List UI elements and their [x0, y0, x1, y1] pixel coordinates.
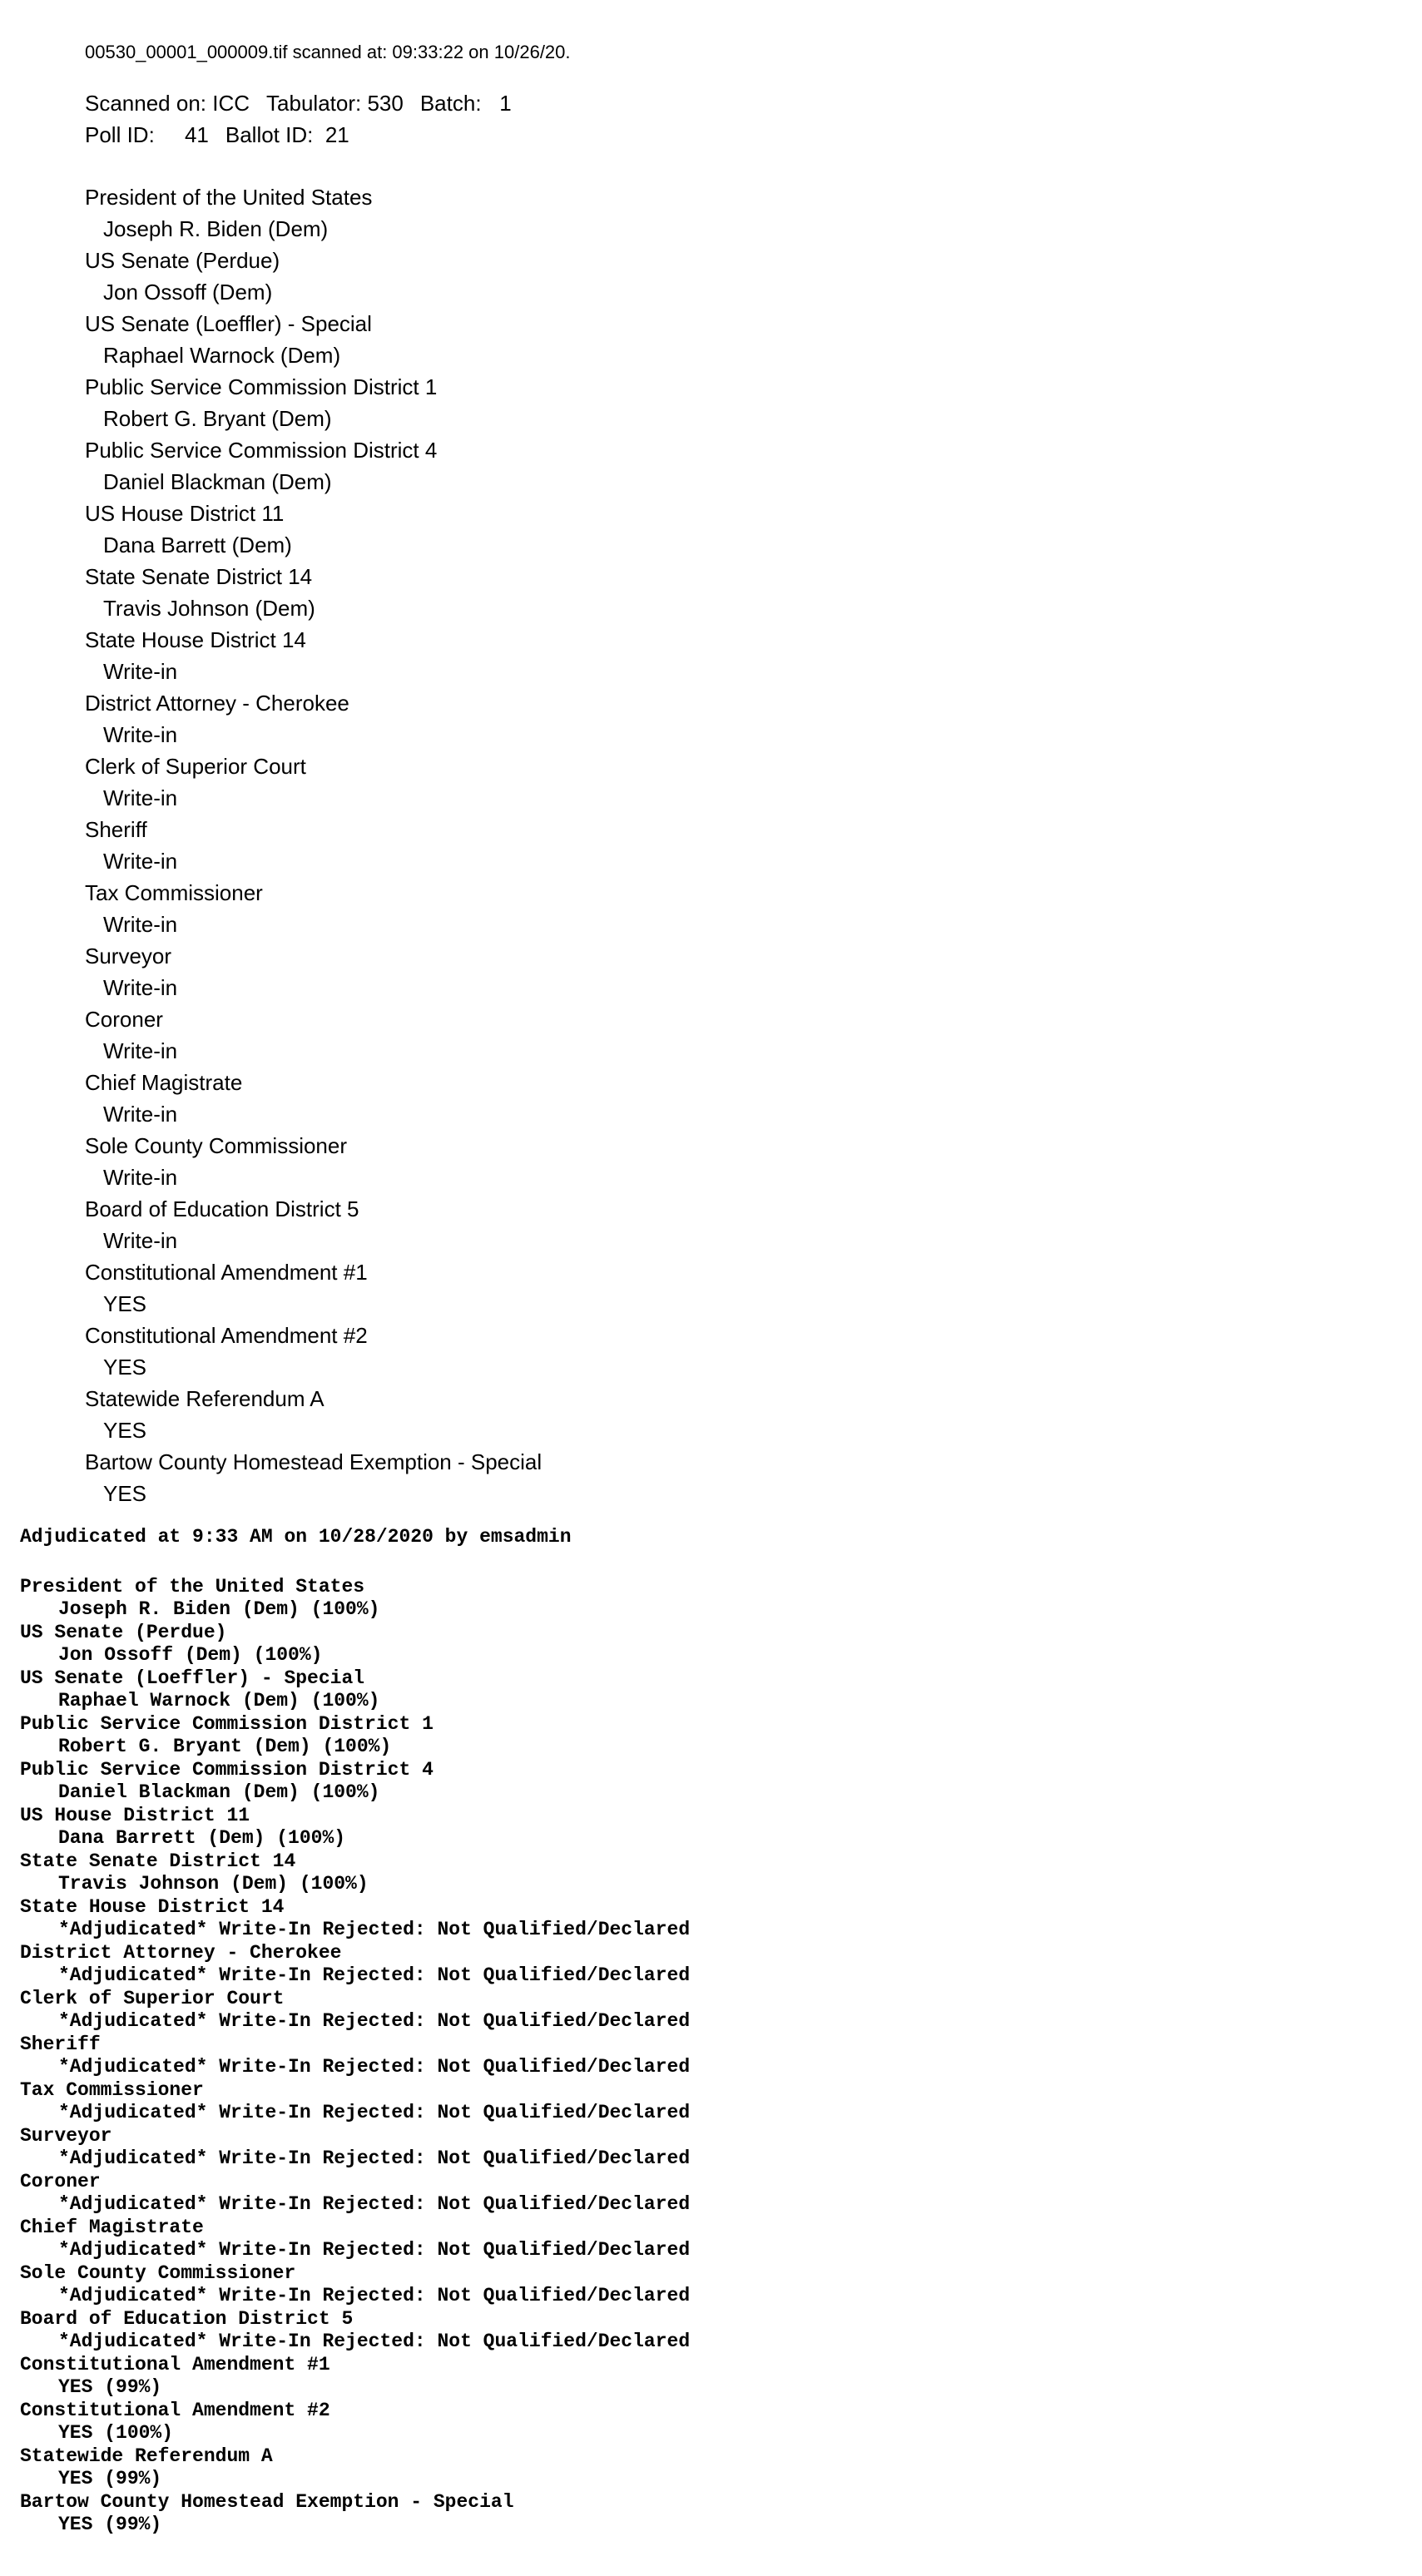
- spacer: [85, 71, 1333, 87]
- contest-name: Clerk of Superior Court: [20, 1987, 285, 2009]
- ballot-id-label: Ballot ID:: [225, 122, 314, 147]
- contest-choice: Write-in: [103, 1228, 178, 1253]
- batch-label: Batch:: [419, 91, 482, 116]
- contest-name: Clerk of Superior Court: [85, 754, 306, 779]
- contest-choice: YES (99%): [58, 2376, 162, 2398]
- contest-name: Statewide Referendum A: [20, 2445, 273, 2467]
- contest-choice: YES: [103, 1418, 147, 1443]
- contest-choice: Robert G. Bryant (Dem) (100%): [58, 1736, 392, 1757]
- contest-choice: Write-in: [103, 1038, 178, 1063]
- contest-name: US Senate (Perdue): [20, 1621, 227, 1643]
- scan-filename-line: 00530_00001_000009.tif scanned at: 09:33:22 on 10/26/20.: [85, 42, 571, 62]
- adjudication-record: [20, 1526, 1393, 2537]
- contest-name: Bartow County Homestead Exemption - Special: [20, 2490, 514, 2513]
- tabulator-value: 530: [367, 91, 404, 116]
- contest-name: State House District 14: [85, 627, 306, 652]
- contest-name: Tax Commissioner: [20, 2078, 204, 2101]
- contest-choice: Write-in: [103, 975, 178, 1000]
- contest-choice: *Adjudicated* Write-In Rejected: Not Qualified/Declared: [58, 2102, 691, 2123]
- contest-choice: Daniel Blackman (Dem): [103, 469, 332, 494]
- poll-id-field: [85, 119, 209, 151]
- contest-name: US House District 11: [85, 501, 285, 526]
- contest-choice: Write-in: [103, 849, 178, 874]
- contest-choice: *Adjudicated* Write-In Rejected: Not Qualified/Declared: [58, 1919, 691, 1940]
- contest-choice: YES: [103, 1481, 147, 1506]
- contest-choice: *Adjudicated* Write-In Rejected: Not Qualified/Declared: [58, 2239, 691, 2261]
- adjudication-header: Adjudicated at 9:33 AM on 10/28/2020 by emsadmin: [20, 1526, 572, 1548]
- ballot-id-field: [225, 119, 349, 151]
- contest-name: Sole County Commissioner: [85, 1133, 348, 1158]
- contest-name: Surveyor: [85, 944, 172, 968]
- spacer: [85, 151, 1333, 181]
- poll-id-label: Poll ID:: [85, 122, 155, 147]
- scan-record: [85, 33, 1333, 1509]
- contest-choice: *Adjudicated* Write-In Rejected: Not Qualified/Declared: [58, 2331, 691, 2352]
- contest-name: State Senate District 14: [20, 1850, 296, 1872]
- scan-meta-row-2: [85, 119, 1333, 151]
- contest-choice: YES: [103, 1355, 147, 1380]
- contest-choice: Jon Ossoff (Dem) (100%): [58, 1644, 323, 1666]
- contest-choice: *Adjudicated* Write-In Rejected: Not Qualified/Declared: [58, 2285, 691, 2306]
- contest-name: Public Service Commission District 4: [20, 1758, 434, 1781]
- contest-name: Statewide Referendum A: [85, 1386, 325, 1411]
- contest-name: Public Service Commission District 1: [20, 1712, 434, 1735]
- contest-name: Public Service Commission District 4: [85, 438, 438, 463]
- contest-choice: *Adjudicated* Write-In Rejected: Not Qualified/Declared: [58, 2193, 691, 2215]
- contest-name: Board of Education District 5: [85, 1196, 359, 1221]
- contest-choice: YES: [103, 1291, 147, 1316]
- contest-name: US Senate (Loeffler) - Special: [85, 311, 372, 336]
- contest-choice: YES (99%): [58, 2468, 162, 2489]
- contest-choice: Write-in: [103, 659, 178, 684]
- contest-name: State House District 14: [20, 1895, 285, 1918]
- contest-name: President of the United States: [85, 185, 373, 210]
- scan-contest-list: [85, 181, 1333, 1509]
- contest-choice: YES (99%): [58, 2514, 162, 2535]
- contest-choice: *Adjudicated* Write-In Rejected: Not Qualified/Declared: [58, 2147, 691, 2169]
- contest-choice: Travis Johnson (Dem) (100%): [58, 1873, 369, 1895]
- contest-choice: *Adjudicated* Write-In Rejected: Not Qualified/Declared: [58, 1964, 691, 1986]
- contest-name: State Senate District 14: [85, 564, 313, 589]
- contest-name: Sheriff: [85, 817, 147, 842]
- contest-choice: Raphael Warnock (Dem) (100%): [58, 1690, 380, 1712]
- contest-choice: Write-in: [103, 912, 178, 937]
- spacer: [20, 1549, 1393, 1576]
- contest-name: Sole County Commissioner: [20, 2261, 296, 2284]
- contest-choice: Robert G. Bryant (Dem): [103, 406, 332, 431]
- contest-name: Constitutional Amendment #2: [85, 1323, 368, 1348]
- batch-value: 1: [499, 91, 512, 116]
- contest-choice: Write-in: [103, 785, 178, 810]
- contest-name: Chief Magistrate: [20, 2216, 204, 2238]
- scanned-on-field: [85, 87, 250, 119]
- contest-name: Coroner: [85, 1007, 163, 1032]
- adjudication-contest-list: [20, 1576, 1393, 2537]
- contest-name: Sheriff: [20, 2033, 101, 2055]
- contest-name: District Attorney - Cherokee: [20, 1941, 342, 1964]
- contest-name: President of the United States: [20, 1575, 365, 1598]
- contest-choice: Daniel Blackman (Dem) (100%): [58, 1781, 380, 1803]
- contest-name: Constitutional Amendment #1: [85, 1260, 368, 1285]
- contest-name: Public Service Commission District 1: [85, 374, 438, 399]
- tabulator-field: [266, 87, 404, 119]
- contest-choice: *Adjudicated* Write-In Rejected: Not Qualified/Declared: [58, 2056, 691, 2078]
- contest-choice: YES (100%): [58, 2422, 174, 2444]
- contest-choice: Write-in: [103, 722, 178, 747]
- poll-id-value: 41: [184, 122, 209, 147]
- contest-choice: Jon Ossoff (Dem): [103, 280, 273, 305]
- contest-name: US House District 11: [20, 1804, 250, 1826]
- contest-choice: Write-in: [103, 1165, 178, 1190]
- tabulator-label: Tabulator:: [266, 91, 362, 116]
- contest-name: Coroner: [20, 2170, 101, 2192]
- contest-name: District Attorney - Cherokee: [85, 691, 349, 716]
- contest-choice: Raphael Warnock (Dem): [103, 343, 341, 368]
- scanned-on-label: Scanned on:: [85, 91, 207, 116]
- scan-meta-row-1: [85, 87, 1333, 119]
- contest-choice: Dana Barrett (Dem): [103, 533, 292, 557]
- contest-name: US Senate (Perdue): [85, 248, 280, 273]
- contest-name: Bartow County Homestead Exemption - Special: [85, 1449, 543, 1474]
- contest-name: US Senate (Loeffler) - Special: [20, 1667, 365, 1689]
- ballot-id-value: 21: [325, 122, 349, 147]
- contest-name: Constitutional Amendment #1: [20, 2353, 330, 2375]
- contest-choice: Dana Barrett (Dem) (100%): [58, 1827, 346, 1849]
- contest-choice: *Adjudicated* Write-In Rejected: Not Qualified/Declared: [58, 2010, 691, 2032]
- contest-name: Chief Magistrate: [85, 1070, 243, 1095]
- batch-field: [420, 87, 512, 119]
- contest-choice: Joseph R. Biden (Dem): [103, 216, 329, 241]
- contest-name: Tax Commissioner: [85, 880, 263, 905]
- contest-name: Board of Education District 5: [20, 2307, 354, 2330]
- scanned-on-value: ICC: [212, 91, 250, 116]
- contest-choice: Joseph R. Biden (Dem) (100%): [58, 1598, 380, 1620]
- contest-choice: Write-in: [103, 1102, 178, 1127]
- contest-name: Surveyor: [20, 2124, 112, 2147]
- contest-name: Constitutional Amendment #2: [20, 2399, 330, 2421]
- contest-choice: Travis Johnson (Dem): [103, 596, 315, 621]
